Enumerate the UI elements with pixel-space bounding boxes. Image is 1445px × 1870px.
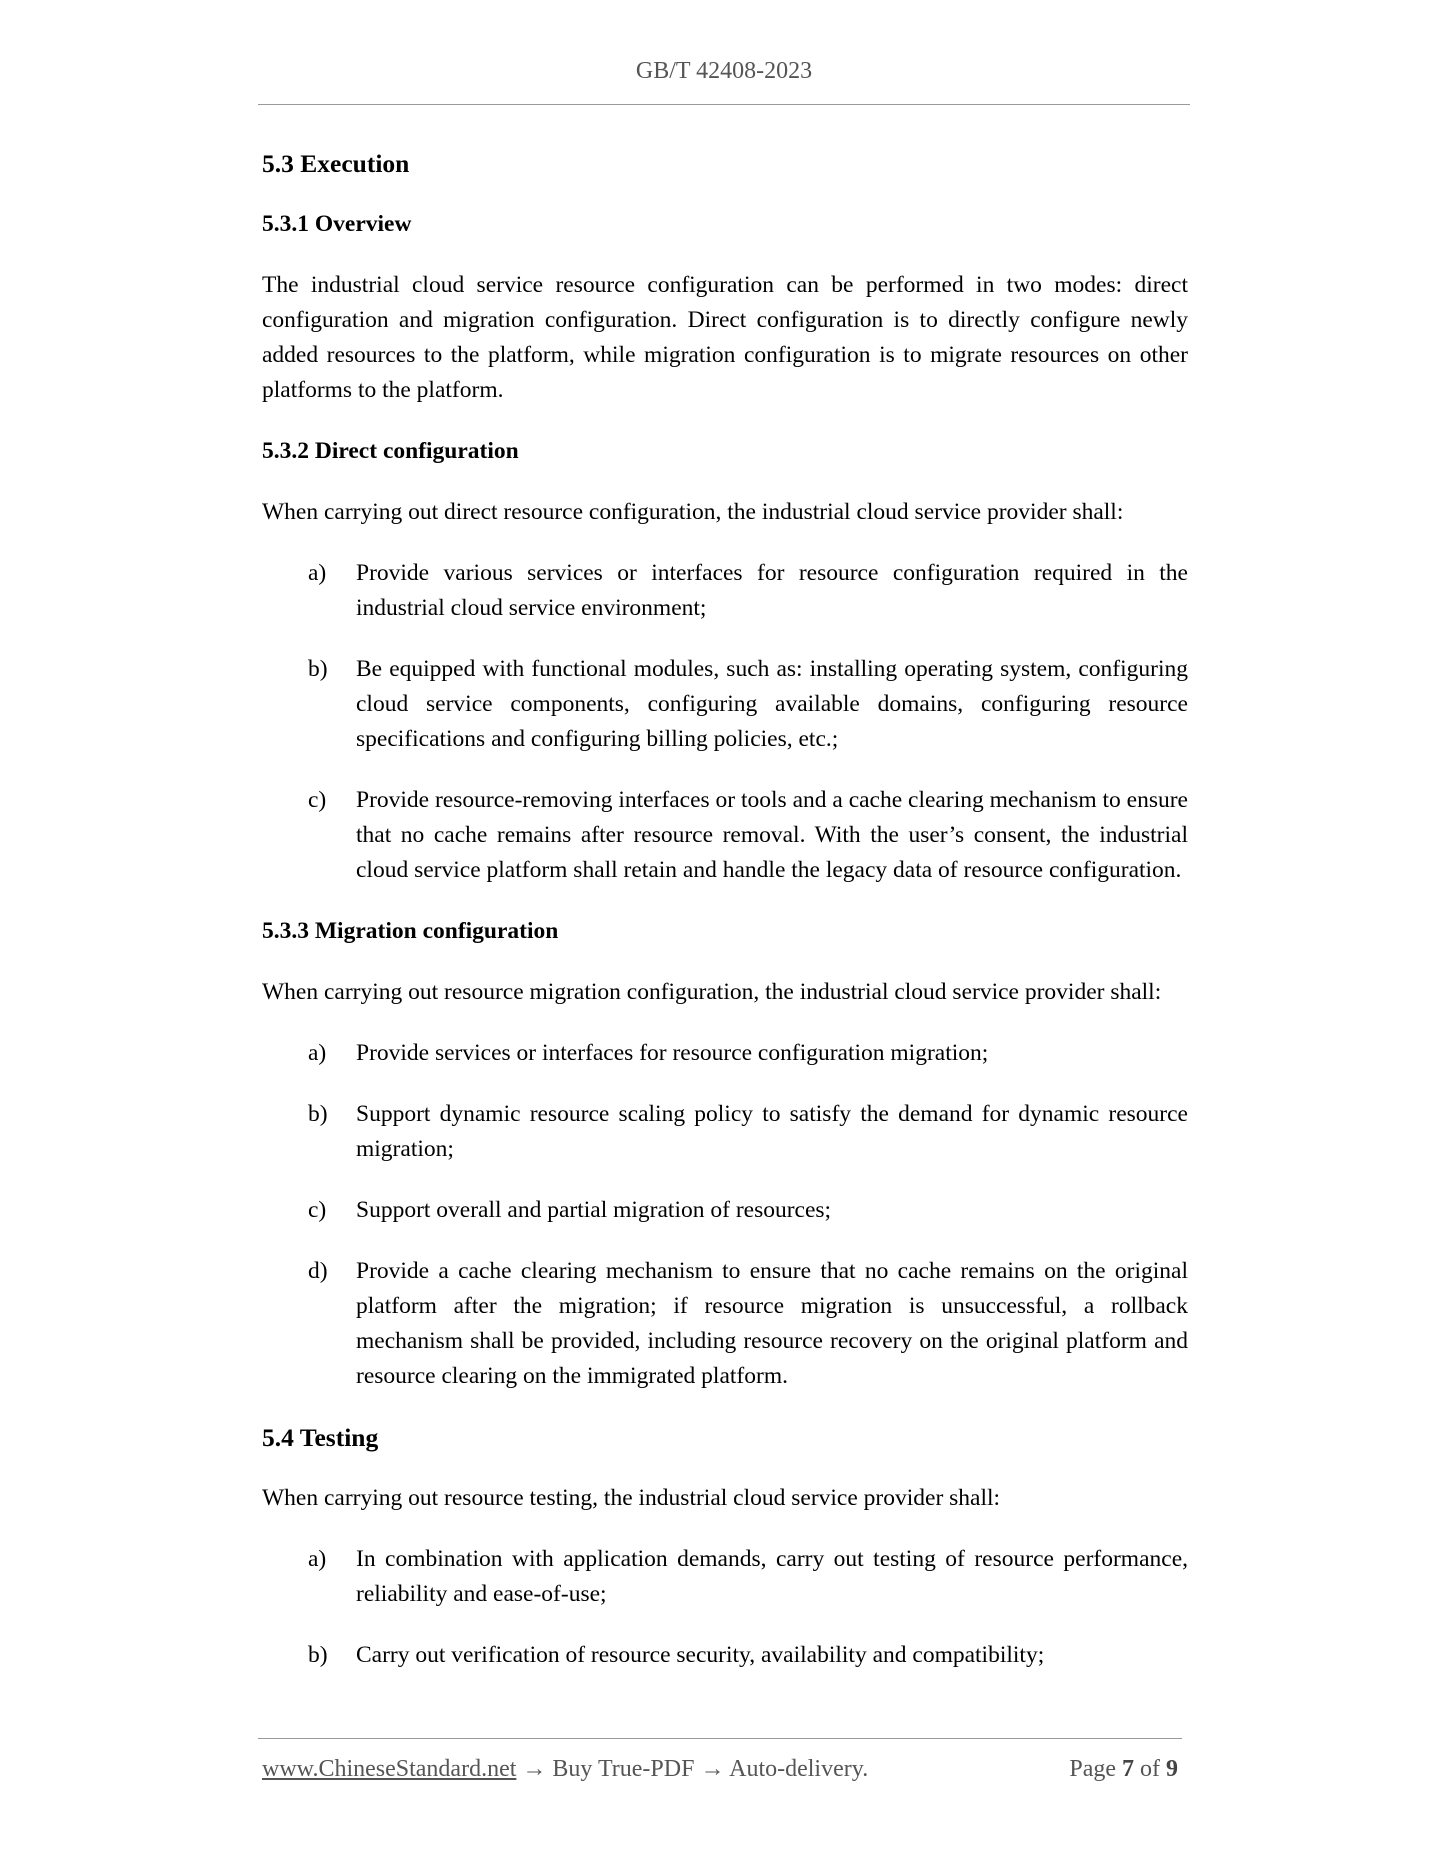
section-heading-5-3: 5.3 Execution	[262, 149, 410, 178]
section-heading-5-3-3: 5.3.3 Migration configuration	[262, 918, 559, 944]
list-marker: b)	[308, 656, 328, 682]
running-header: GB/T 42408-2023	[635, 58, 813, 84]
page-total: 9	[1166, 1756, 1178, 1782]
footer-divider	[258, 1738, 1182, 1739]
of-word: of	[1140, 1756, 1160, 1782]
list-item	[262, 652, 1188, 757]
list-marker: b)	[308, 1101, 328, 1127]
list-item-text: Provide various services or interfaces for resource configuration required in the industrial cloud service environment;	[356, 560, 1188, 621]
paragraph-direct-intro: When carrying out direct resource configuration, the industrial cloud service provider shall:	[262, 499, 1124, 525]
list-item-text: Carry out verification of resource security, availability and compatibility;	[356, 1642, 1045, 1668]
list-item-text: Be equipped with functional modules, such as: installing operating system, configuring cloud service components, configuring available domains, configuring resource specifications and configuring billing policies, etc.;	[356, 656, 1188, 752]
page-number: 7	[1122, 1756, 1134, 1782]
list-item-text: Provide services or interfaces for resource configuration migration;	[356, 1040, 989, 1066]
list-marker: a)	[308, 1546, 327, 1572]
list-item-text: In combination with application demands, carry out testing of resource performance, reliability and ease-of-use;	[356, 1546, 1188, 1607]
list-item	[262, 783, 1188, 888]
section-heading-5-4: 5.4 Testing	[262, 1423, 379, 1452]
list-item	[262, 556, 1188, 626]
list-item-text: Support dynamic resource scaling policy to satisfy the demand for dynamic resource migration;	[356, 1101, 1188, 1162]
website-link[interactable]: www.ChineseStandard.net	[262, 1756, 517, 1782]
footer-tagline: → Buy True-PDF → Auto-delivery.	[516, 1756, 869, 1782]
list-item-text: Support overall and partial migration of resources;	[356, 1197, 832, 1223]
list-item	[262, 1254, 1188, 1394]
page-indicator	[1069, 1756, 1178, 1783]
list-marker: a)	[308, 560, 327, 586]
document-body	[262, 146, 1188, 1699]
section-heading-5-3-1: 5.3.1 Overview	[262, 211, 412, 237]
list-item	[262, 1097, 1188, 1167]
list-marker: b)	[308, 1642, 328, 1668]
list-marker: d)	[308, 1258, 328, 1284]
list-item-text: Provide a cache clearing mechanism to ensure that no cache remains on the original platform after the migration; if resource migration is unsuccessful, a rollback mechanism shall be provided, including resource recovery on the original platform and resource clearing on the immigrated platform.	[356, 1258, 1188, 1389]
list-item	[262, 1036, 1188, 1071]
list-item-text: Provide resource-removing interfaces or tools and a cache clearing mechanism to ensure that no cache remains after resource removal. With the user’s consent, the industrial cloud service platform shall retain and handle the legacy data of resource configuration.	[356, 787, 1188, 883]
list-item	[262, 1638, 1188, 1673]
paragraph-migration-intro: When carrying out resource migration configuration, the industrial cloud service provider shall:	[262, 979, 1162, 1005]
list-marker: c)	[308, 787, 327, 813]
list-marker: c)	[308, 1197, 327, 1223]
page-footer	[262, 1756, 1182, 1783]
section-heading-5-3-2: 5.3.2 Direct configuration	[262, 438, 519, 464]
list-item	[262, 1542, 1188, 1612]
migration-config-list	[262, 1036, 1188, 1394]
direct-config-list	[262, 556, 1188, 888]
testing-list	[262, 1542, 1188, 1673]
header-divider	[258, 104, 1190, 105]
list-item	[262, 1193, 1188, 1228]
paragraph-testing-intro: When carrying out resource testing, the industrial cloud service provider shall:	[262, 1485, 1001, 1511]
list-marker: a)	[308, 1040, 327, 1066]
paragraph-overview: The industrial cloud service resource configuration can be performed in two modes: direct configuration and migration configuration. Direct configuration is to directly configure newly added resources to the platform, while migration configuration is to migrate resources on other platforms to the platform.	[262, 272, 1188, 403]
page-word: Page	[1069, 1756, 1116, 1782]
